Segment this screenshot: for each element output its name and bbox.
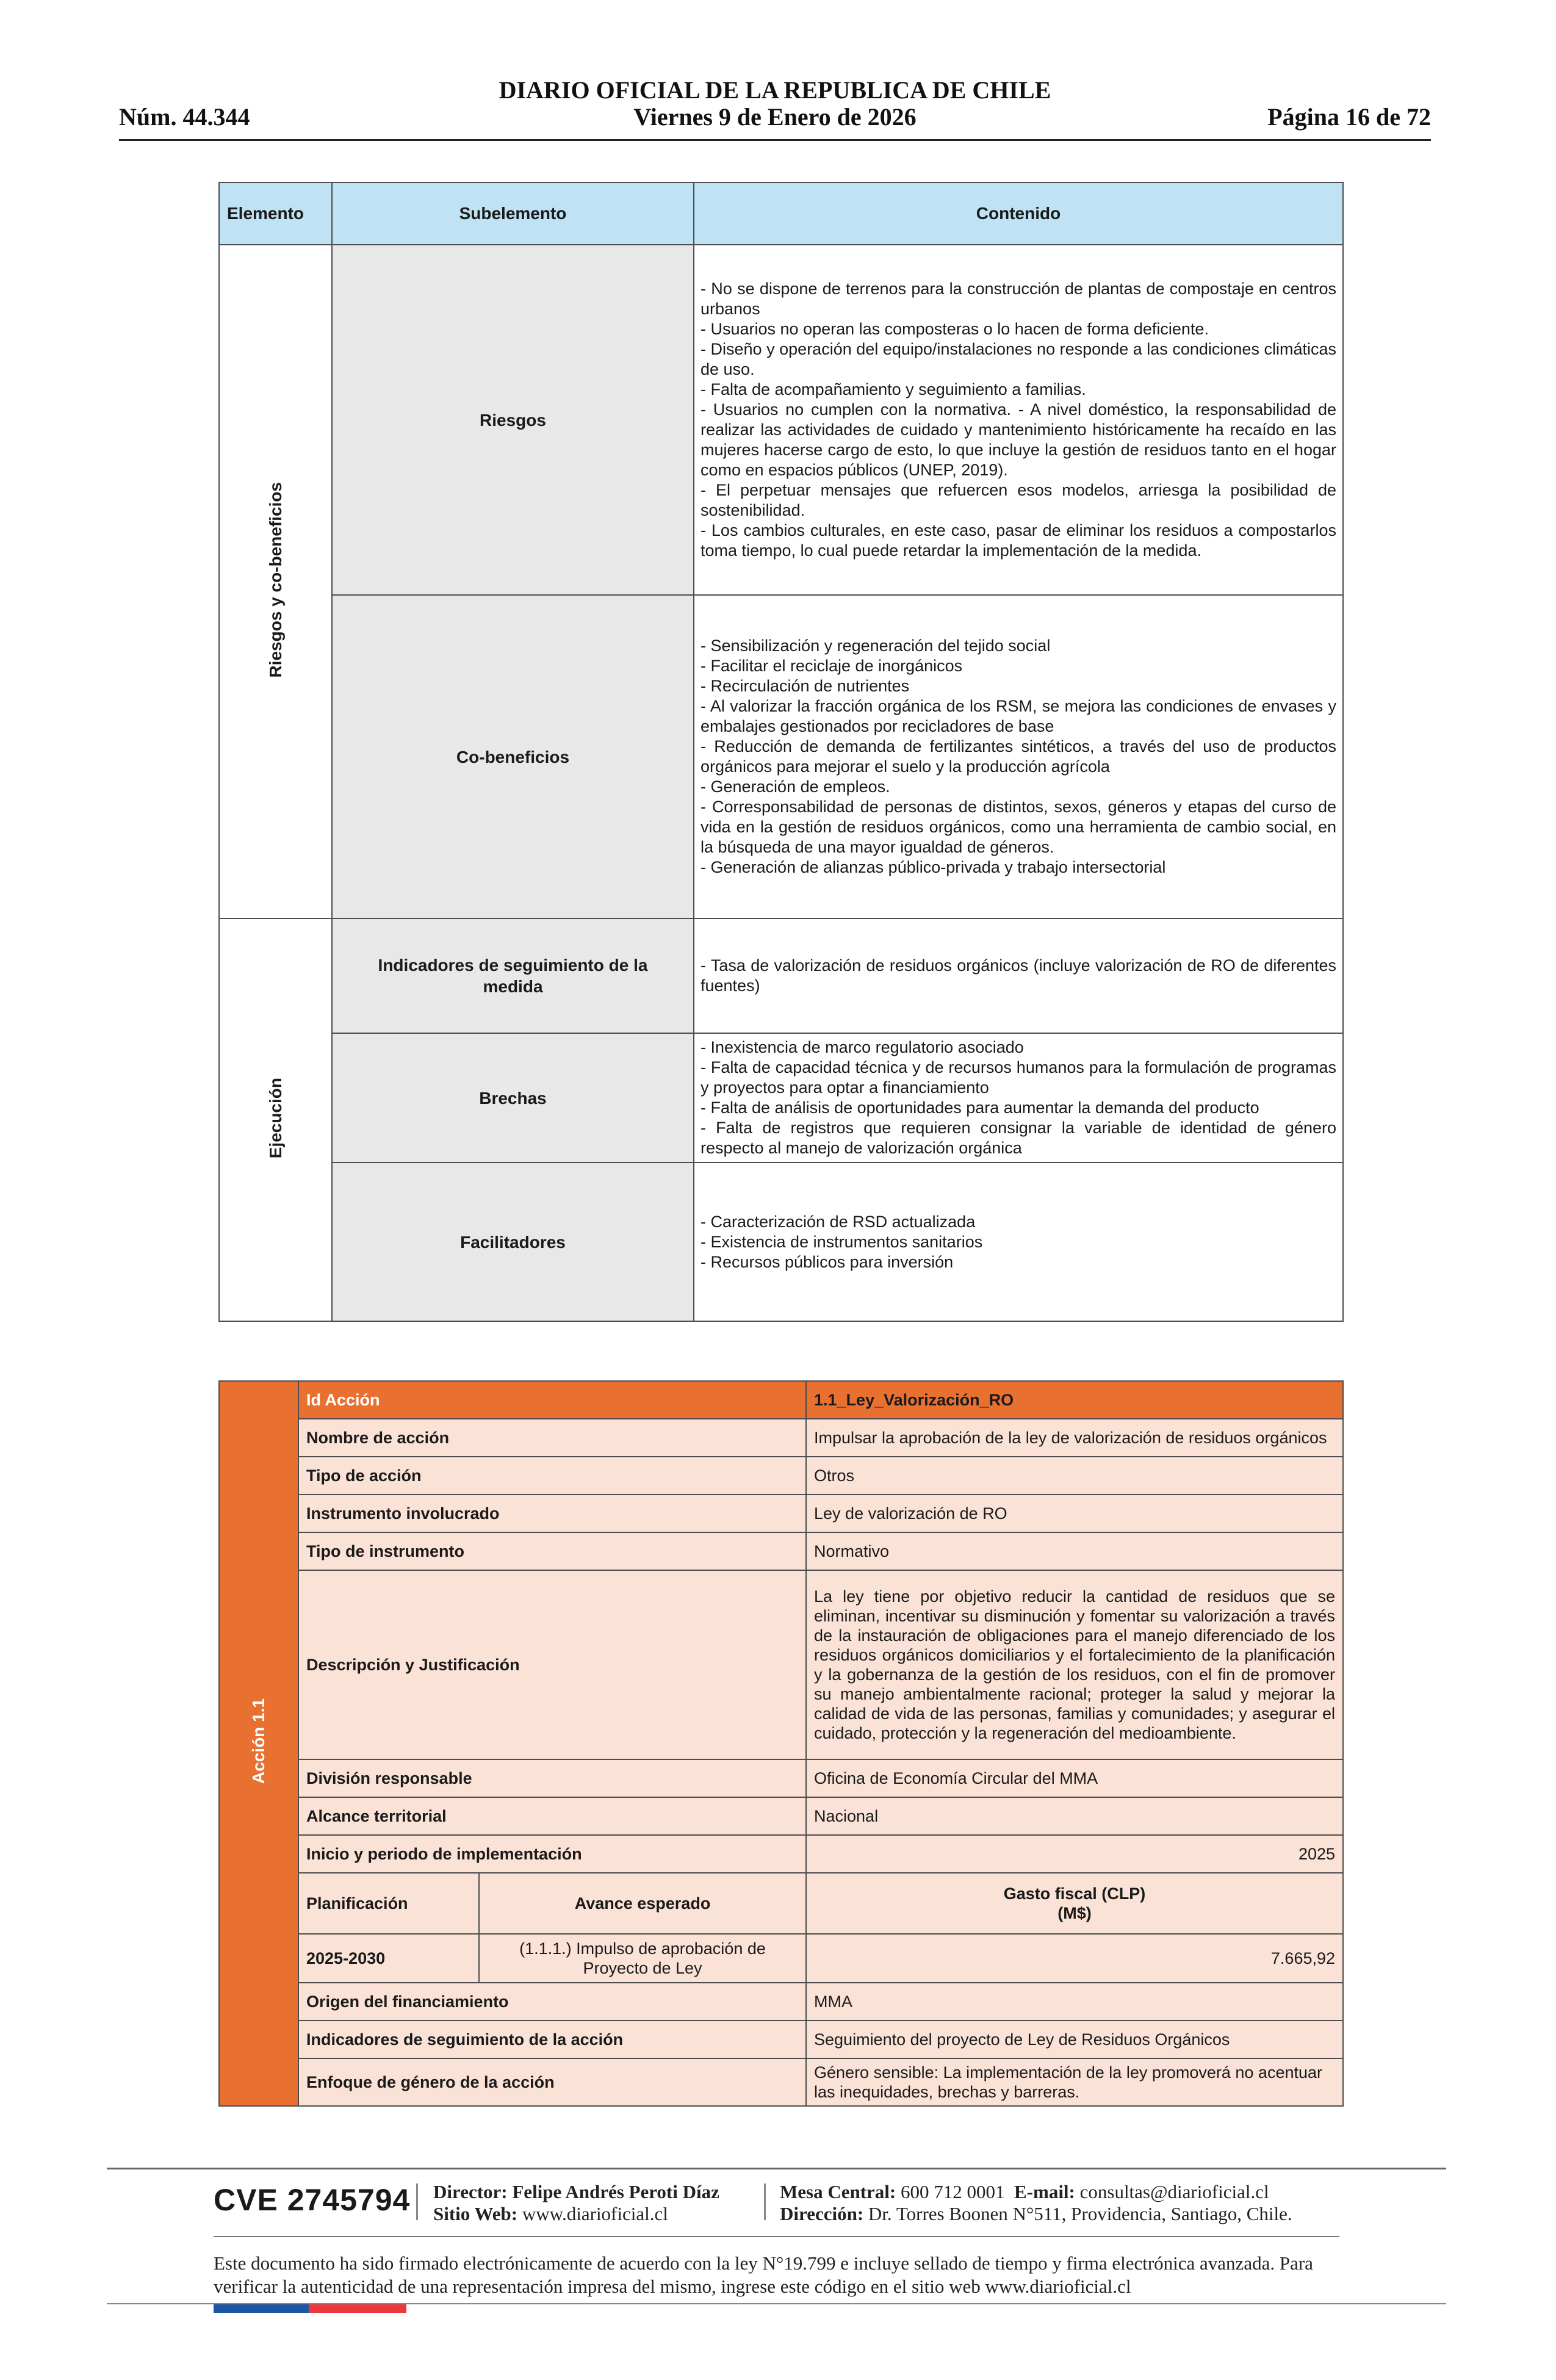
- id-value: 1.1_Ley_Valorización_RO: [806, 1381, 1343, 1419]
- content-line: - El perpetuar mensajes que refuercen esos modelos, arriesga la posibilidad de sostenibilidad.: [701, 481, 1336, 519]
- table-row: [219, 595, 1343, 918]
- field-label: Instrumento involucrado: [298, 1495, 806, 1532]
- table-row: [219, 1983, 1343, 2021]
- director-info: [433, 2181, 719, 2225]
- field-label: División responsable: [298, 1759, 806, 1797]
- header-divider: [119, 139, 1431, 141]
- content-line: - Usuarios no cumplen con la normativa. - A nivel doméstico, la responsabilidad de realizar las actividades de cuidado y mantenimiento históricamente ha recaído en las mujeres hacerse cargo de esto, lo que incluye la gestión de residuos tanto en el hogar como en espacios públicos (UNEP, 2019).: [701, 400, 1336, 479]
- footer-divider: [107, 2168, 1446, 2169]
- content-cell: [694, 918, 1343, 1033]
- element-cell: [219, 918, 332, 1321]
- flag-bar-red: [309, 2304, 406, 2313]
- content-cell: [694, 245, 1343, 595]
- field-value: Ley de valorización de RO: [806, 1495, 1343, 1532]
- field-value: Género sensible: La implementación de la ley promoverá no acentuar las inequidades, brechas y barreras.: [806, 2058, 1343, 2106]
- content-line: - Existencia de instrumentos sanitarios: [701, 1232, 983, 1251]
- content-line: - Al valorizar la fracción orgánica de los RSM, se mejora las condiciones de envases y embalajes gestionados por recicladores de base: [701, 697, 1336, 735]
- content-cell: [694, 1163, 1343, 1321]
- table-row: [219, 1163, 1343, 1321]
- content-line: - Inexistencia de marco regulatorio asociado: [701, 1038, 1024, 1056]
- field-label: Indicadores de seguimiento de la acción: [298, 2021, 806, 2058]
- subelement-cell: Facilitadores: [332, 1163, 694, 1321]
- mesa-label: Mesa Central:: [780, 2181, 896, 2202]
- element-label: Riesgos y co-beneficios: [265, 482, 285, 678]
- progress-label: Avance esperado: [479, 1873, 806, 1934]
- content-line: - Falta de acompañamiento y seguimiento a familias.: [701, 380, 1086, 398]
- field-value: Normativo: [806, 1532, 1343, 1570]
- table-row: [219, 2021, 1343, 2058]
- content-line: - No se dispone de terrenos para la construcción de plantas de compostaje en centros urbanos: [701, 279, 1336, 318]
- budget-label-line: (M$): [1057, 1904, 1092, 1922]
- header-subelement: Subelemento: [332, 182, 694, 245]
- gazette-title: DIARIO OFICIAL DE LA REPUBLICA DE CHILE: [499, 76, 1051, 104]
- mesa-value: 600 712 0001: [901, 2181, 1005, 2202]
- content-line: - Falta de registros que requieren consignar la variable de identidad de género respecto al manejo de valorización orgánica: [701, 1119, 1336, 1157]
- field-label: Origen del financiamiento: [298, 1983, 806, 2021]
- content-line: - Los cambios culturales, en este caso, pasar de eliminar los residuos a compostarlos toma tiempo, lo cual puede retardar la implementación de la medida.: [701, 521, 1336, 560]
- footer-divider: [214, 2236, 1339, 2237]
- header-content: Contenido: [694, 182, 1343, 245]
- content-line: - Usuarios no operan las composteras o lo hacen de forma deficiente.: [701, 320, 1209, 338]
- table-row: [219, 1934, 1343, 1983]
- legal-notice: Este documento ha sido firmado electrónicamente de acuerdo con la ley N°19.799 e incluye sellado de tiempo y firma electrónica avanzada. Para verificar la autenticidad de una representación impresa del mismo, ingrese este código en el sitio web www.diarioficial.cl: [214, 2252, 1313, 2297]
- address-label: Dirección:: [780, 2203, 864, 2224]
- table-row: [219, 1457, 1343, 1495]
- field-label: Tipo de acción: [298, 1457, 806, 1495]
- budget-label: [806, 1873, 1343, 1934]
- content-line: - Caracterización de RSD actualizada: [701, 1212, 976, 1231]
- period-value: 2025-2030: [298, 1934, 479, 1983]
- content-line: - Falta de capacidad técnica y de recursos humanos para la formulación de programas y proyectos para optar a financiamiento: [701, 1058, 1336, 1097]
- field-value: Oficina de Economía Circular del MMA: [806, 1759, 1343, 1797]
- table-row: [219, 2058, 1343, 2106]
- director-label: Director:: [433, 2181, 508, 2202]
- table-row: [219, 1835, 1343, 1873]
- action-side-label: Acción 1.1: [249, 1698, 268, 1784]
- table-row: [219, 918, 1343, 1033]
- content-line: - Facilitar el reciclaje de inorgánicos: [701, 657, 963, 675]
- element-cell: [219, 245, 332, 918]
- subelement-cell: Brechas: [332, 1033, 694, 1163]
- subelement-cell: Co-beneficios: [332, 595, 694, 918]
- measure-elements-table: [218, 182, 1344, 1322]
- table-row: [219, 1873, 1343, 1934]
- web-link[interactable]: www.diarioficial.cl: [522, 2203, 668, 2224]
- content-line: - Diseño y operación del equipo/instalaciones no responde a las condiciones climáticas de uso.: [701, 340, 1336, 378]
- field-value: Impulsar la aprobación de la ley de valorización de residuos orgánicos: [806, 1419, 1343, 1457]
- content-cell: [694, 595, 1343, 918]
- budget-value: 7.665,92: [806, 1934, 1343, 1983]
- table-row: [219, 1532, 1343, 1570]
- field-label: Inicio y periodo de implementación: [298, 1835, 806, 1873]
- field-value: Seguimiento del proyecto de Ley de Residuos Orgánicos: [806, 2021, 1343, 2058]
- budget-label-line: Gasto fiscal (CLP): [1003, 1884, 1146, 1903]
- table-row: [219, 1797, 1343, 1835]
- email-link[interactable]: consultas@diarioficial.cl: [1079, 2181, 1269, 2202]
- issue-number: Núm. 44.344: [119, 103, 250, 131]
- table-row: [219, 245, 1343, 595]
- planning-label: Planificación: [298, 1873, 479, 1934]
- table-row: [219, 1495, 1343, 1532]
- field-value: Otros: [806, 1457, 1343, 1495]
- table-row: [219, 1419, 1343, 1457]
- address-value: Dr. Torres Boonen N°511, Providencia, Santiago, Chile.: [868, 2203, 1292, 2224]
- table-header-row: [219, 182, 1343, 245]
- subelement-cell: Riesgos: [332, 245, 694, 595]
- action-table: [218, 1380, 1344, 2107]
- field-value: La ley tiene por objetivo reducir la cantidad de residuos que se eliminan, incentivar su disminución y fomentar su valorización a través de la instauración de obligaciones para el manejo diferenciado de los residuos orgánicos domiciliarios y el fortalecimiento de la planificación y la gobernanza de la gestión de los residuos, con el fin de promover su manejo ambientalmente racional; proteger la salud y mejorar la calidad de vida de las personas, familias y comunidades; y asegurar el cuidado, protección y la regeneración del medioambiente.: [806, 1570, 1343, 1759]
- progress-value: (1.1.1.) Impulso de aprobación de Proyecto de Ley: [479, 1934, 806, 1983]
- content-line: - Generación de alianzas público-privada y trabajo intersectorial: [701, 858, 1166, 876]
- id-label: Id Acción: [298, 1381, 806, 1419]
- web-label: Sitio Web:: [433, 2203, 518, 2224]
- action-side-cell: [219, 1381, 298, 2106]
- table-row: [219, 1570, 1343, 1759]
- content-line: - Generación de empleos.: [701, 777, 890, 796]
- field-label: Enfoque de género de la acción: [298, 2058, 806, 2106]
- page-indicator: Página 16 de 72: [1267, 103, 1431, 131]
- footer-separator: [764, 2183, 766, 2220]
- field-value: MMA: [806, 1983, 1343, 2021]
- email-label: E-mail:: [1014, 2181, 1075, 2202]
- table-row: [219, 1381, 1343, 1419]
- field-label: Descripción y Justificación: [298, 1570, 806, 1759]
- content-line: - Corresponsabilidad de personas de distintos, sexos, géneros y etapas del curso de vida en la gestión de residuos orgánicos, como una herramienta de cambio social, en la búsqueda de una mayor igualdad de géneros.: [701, 798, 1336, 856]
- director-name: Felipe Andrés Peroti Díaz: [512, 2181, 719, 2202]
- flag-bar-blue: [214, 2304, 309, 2313]
- content-line: - Recirculación de nutrientes: [701, 677, 910, 695]
- field-label: Alcance territorial: [298, 1797, 806, 1835]
- element-label: Ejecución: [265, 1078, 285, 1159]
- content-line: - Tasa de valorización de residuos orgánicos (incluye valorización de RO de diferentes fuentes): [701, 956, 1336, 995]
- cve-code: CVE 2745794: [214, 2183, 411, 2217]
- footer-separator: [416, 2183, 418, 2220]
- content-line: - Sensibilización y regeneración del tejido social: [701, 636, 1051, 655]
- field-label: Tipo de instrumento: [298, 1532, 806, 1570]
- field-value: 2025: [806, 1835, 1343, 1873]
- content-line: - Falta de análisis de oportunidades para aumentar la demanda del producto: [701, 1098, 1259, 1117]
- table-row: [219, 1759, 1343, 1797]
- issue-date: Viernes 9 de Enero de 2026: [633, 103, 917, 131]
- content-cell: [694, 1033, 1343, 1163]
- table-row: [219, 1033, 1343, 1163]
- header-element: Elemento: [219, 182, 332, 245]
- field-value: Nacional: [806, 1797, 1343, 1835]
- contact-info: [780, 2181, 1292, 2225]
- content-line: - Recursos públicos para inversión: [701, 1252, 954, 1271]
- subelement-cell: Indicadores de seguimiento de la medida: [332, 918, 694, 1033]
- field-label: Nombre de acción: [298, 1419, 806, 1457]
- content-line: - Reducción de demanda de fertilizantes sintéticos, a través del uso de productos orgánicos para mejorar el suelo y la producción agrícola: [701, 737, 1336, 776]
